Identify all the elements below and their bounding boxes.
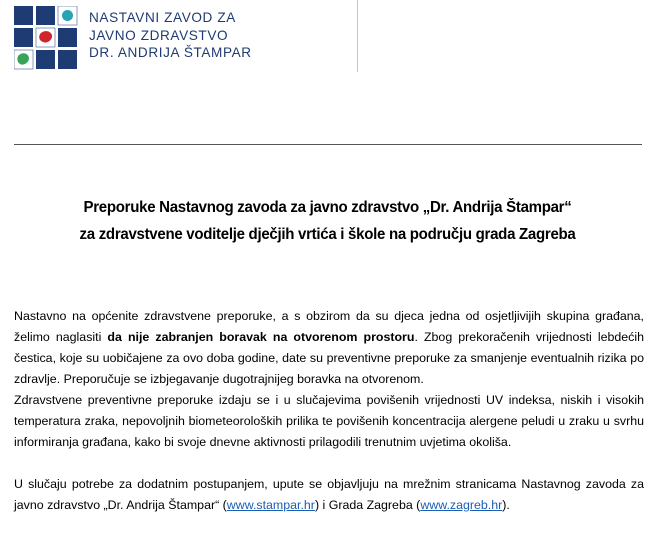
paragraph-1-emphasis: da nije zabranjen boravak na otvorenom prostoru: [107, 330, 415, 344]
title-line-1: Preporuke Nastavnog zavoda za javno zdravstvo „Dr. Andrija Štampar“: [83, 199, 572, 216]
org-name-line-2: JAVNO ZDRAVSTVO: [89, 27, 229, 43]
title-line-2: za zdravstvene voditelje dječjih vrtića i škole na području grada Zagreba: [79, 226, 576, 243]
paragraph-1-text-cont: . Zbog prekoračenih vrijednosti lebdećih čestica, koje su uobičajene za ovo doba godine, date su preventivne preporuke za smanjenje eventualnih rizika po zdravlje. Preporučuje se izbjegavanje dugotrajnijeg boravka na otvorenom.: [14, 330, 645, 386]
paragraph-1-text: Nastavno na općenite zdravstvene preporuke, a s obzirom da su djeca jedna od osjetljivijih skupina građana, želimo naglasiti: [14, 309, 644, 344]
paragraph-3-text-cont: ) i Grada Zagreba (: [314, 498, 421, 512]
logo-grid-icon: [14, 6, 78, 70]
paragraph-2: Zdravstvene preventivne preporuke izdaju se i u slučajevima povišenih vrijednosti UV indeksa, niskih i visokih temperatura zraka, nepovoljnih biometeoroloških prilika te povišenih koncentracija alergene peludi u zraku u svrhu informiranja građana, kako bi svoje dnevne aktivnosti prilagodili trenutnim uvjetima okoliša.: [14, 393, 644, 449]
institute-logo: [14, 6, 78, 70]
org-name: [89, 9, 252, 62]
header-vertical-divider: [357, 0, 358, 72]
zagreb-link[interactable]: www.zagreb.hr: [420, 498, 503, 512]
paragraph-3-text: U slučaju potrebe za dodatnim postupanjem, upute se objavljuju na mrežnim stranicama Nastavnog zavoda za javno zdravstvo „Dr. Andrija Štampar“ (: [14, 477, 644, 512]
org-name-line-3: DR. ANDRIJA ŠTAMPAR: [89, 45, 252, 60]
document-title: [10, 194, 645, 248]
header-horizontal-rule: [14, 144, 642, 145]
paragraph-1: [14, 306, 644, 390]
paragraph-3: [14, 474, 644, 516]
paragraph-3-text-end: ).: [502, 498, 510, 512]
stampar-link[interactable]: www.stampar.hr: [226, 498, 315, 512]
paragraph-spacer: [14, 453, 644, 474]
document-body: [14, 306, 644, 516]
org-name-line-1: NASTAVNI ZAVOD ZA: [89, 10, 236, 25]
